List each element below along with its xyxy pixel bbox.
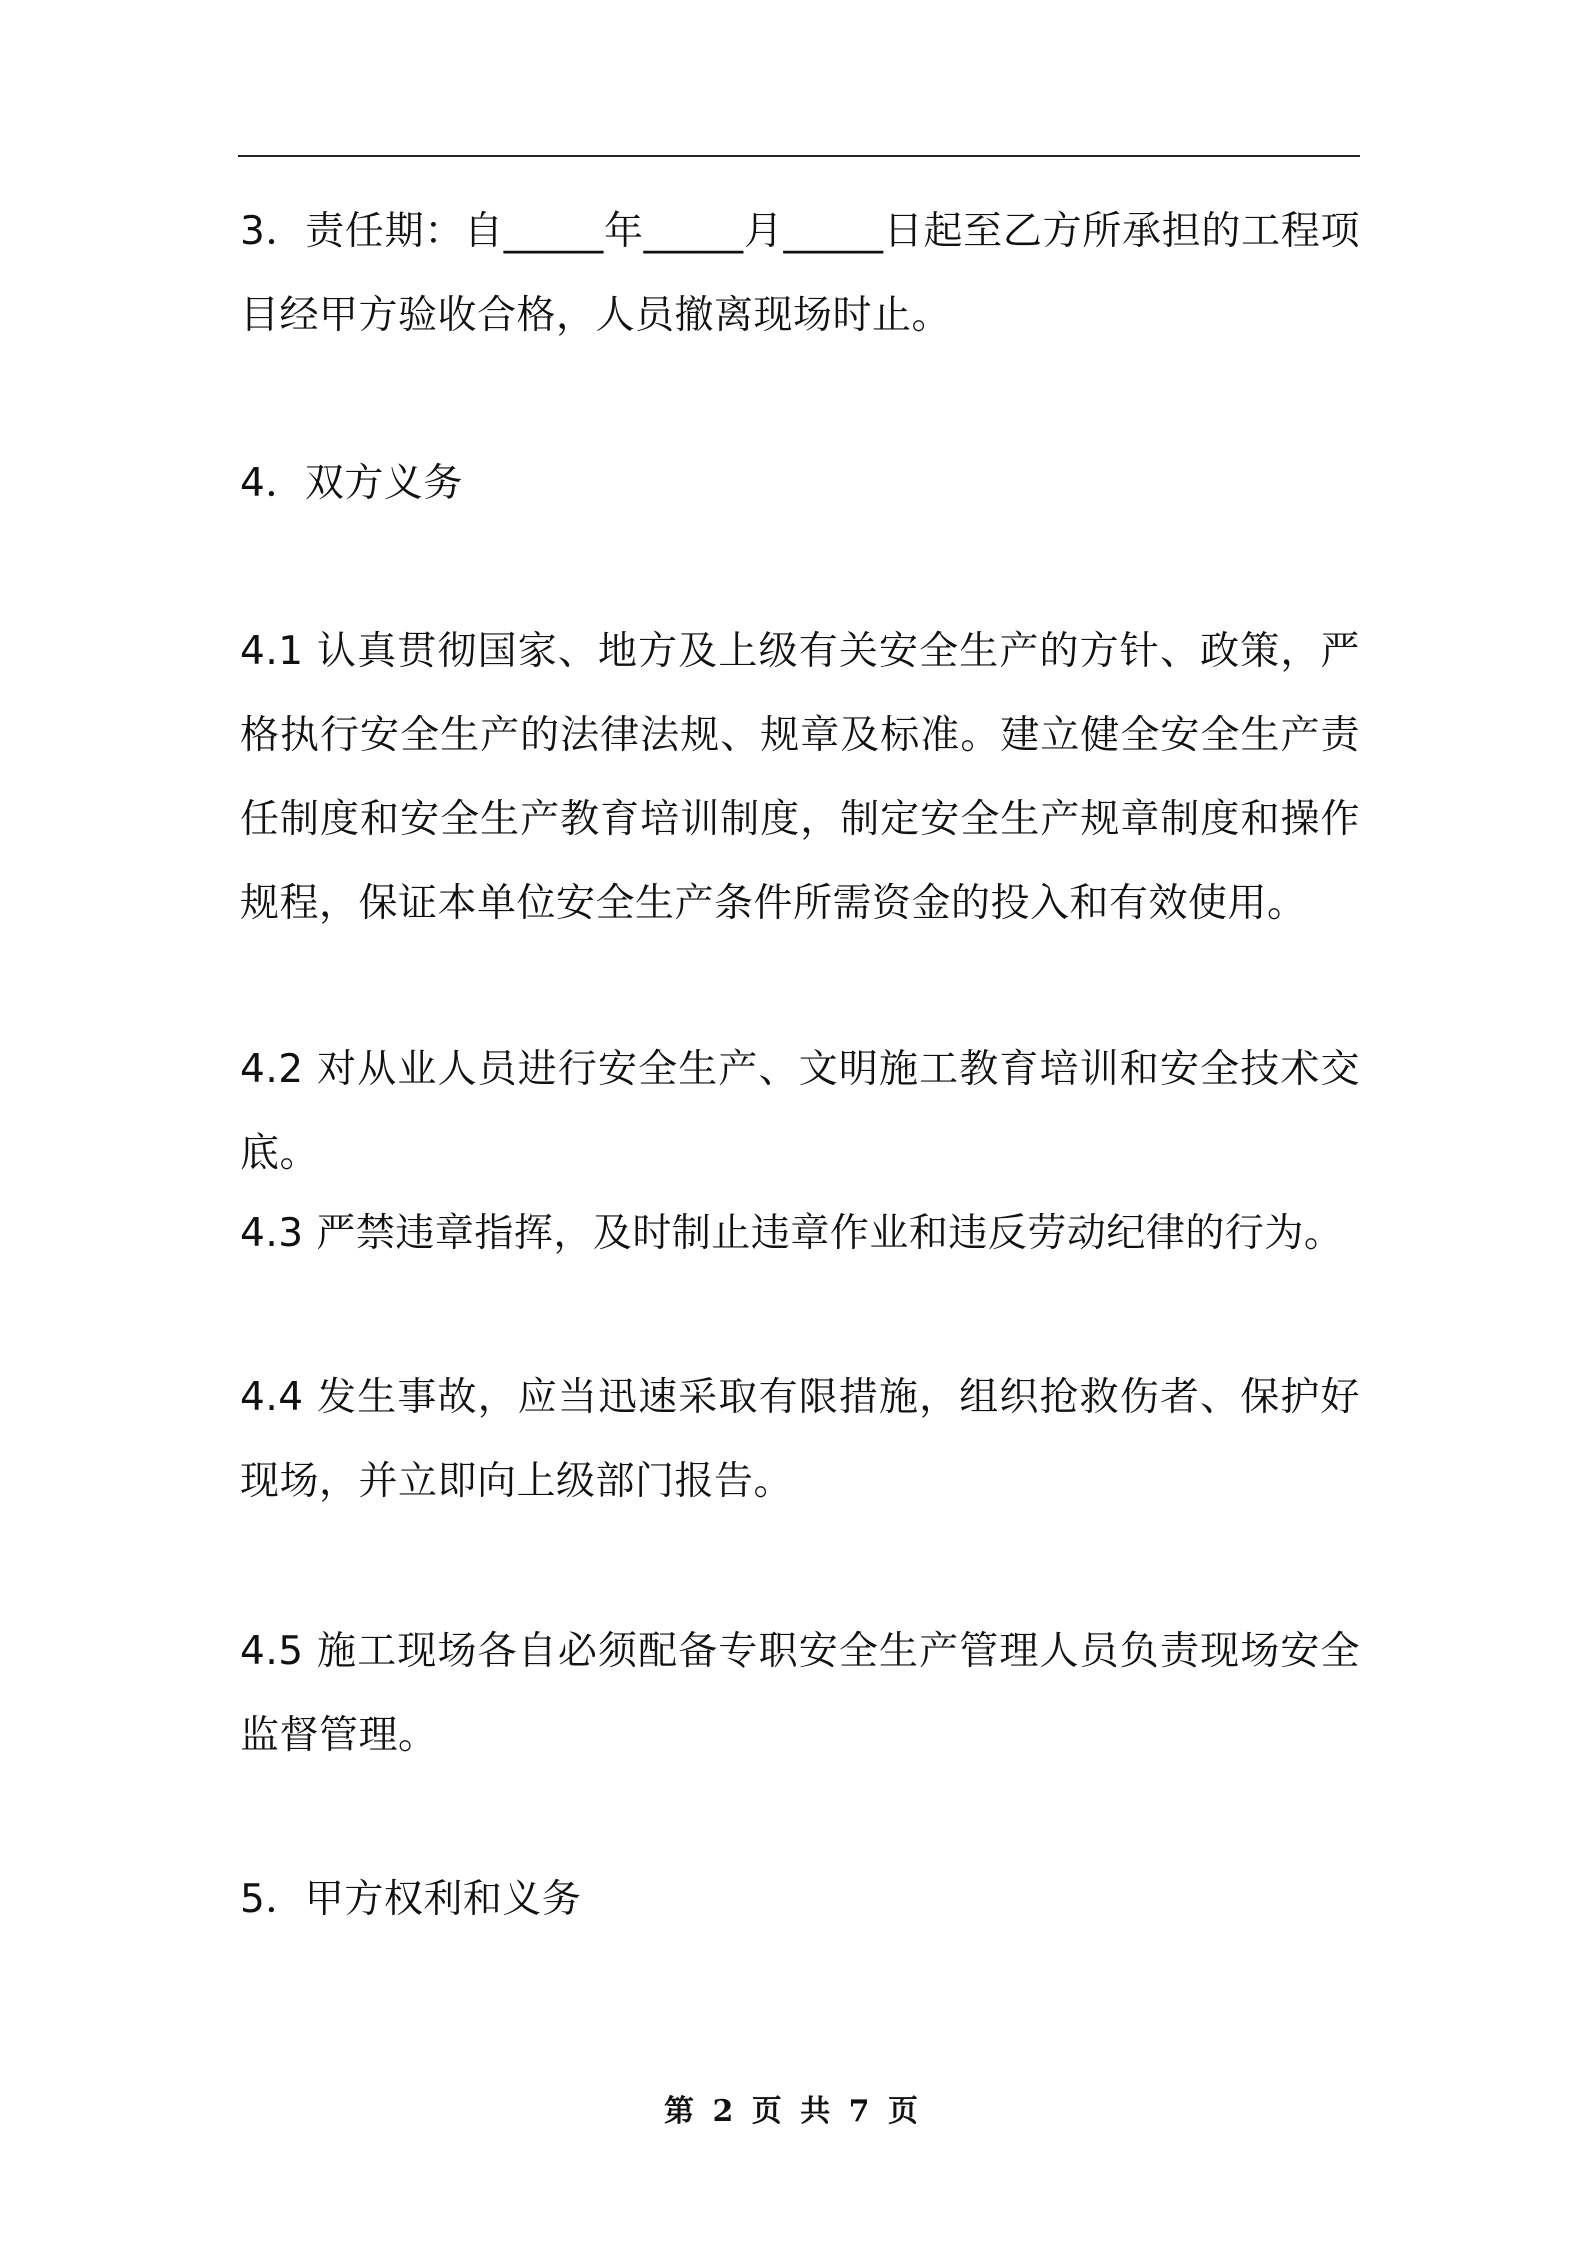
paragraph-4-1: 4.1 认真贯彻国家、地方及上级有关安全生产的方针、政策，严格执行安全生产的法律法规、规章及标准。建立健全安全生产责任制度和安全生产教育培训制度，制定安全生产规章制度和操作规程，保证本单位安全生产条件所需资金的投入和有效使用。	[240, 629, 1360, 926]
paragraph-responsibility-period: 3．责任期：自_____年_____月_____日起至乙方所承担的工程项目经甲方验收合格，人员撤离现场时止。	[240, 209, 1360, 338]
heading-party-a-rights: 5．甲方权利和义务	[240, 1877, 582, 1922]
heading-mutual-obligations: 4．双方义务	[240, 461, 463, 506]
paragraph-4-5: 4.5 施工现场各自必须配备专职安全生产管理人员负责现场安全监督管理。	[240, 1629, 1360, 1758]
header-divider	[238, 155, 1360, 157]
page-number: 第 2 页 共 7 页	[664, 2094, 922, 2129]
paragraph-4-4: 4.4 发生事故，应当迅速采取有限措施，组织抢救伤者、保护好现场，并立即向上级部门报告。	[240, 1375, 1360, 1504]
paragraph-4-2: 4.2 对从业人员进行安全生产、文明施工教育培训和安全技术交底。	[240, 1047, 1360, 1176]
paragraph-4-3: 4.3 严禁违章指挥，及时制止违章作业和违反劳动纪律的行为。	[240, 1211, 1344, 1256]
